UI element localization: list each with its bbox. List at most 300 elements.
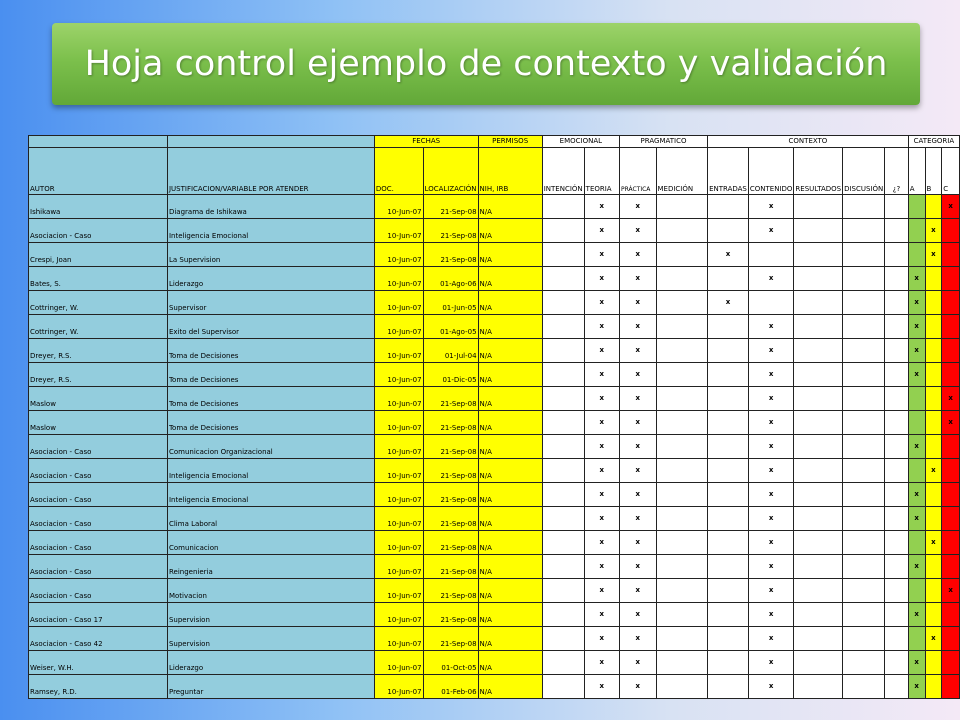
cell-medicion — [656, 195, 708, 219]
table-row — [29, 675, 960, 699]
cell-entradas — [708, 315, 749, 339]
col-header-pregunta: ¿? — [885, 148, 909, 195]
cell-doc-date: 10-Jun-07 — [374, 675, 423, 699]
cell-category-b: x — [925, 459, 942, 483]
col-header-localizacion: LOCALIZACIÓN — [423, 148, 478, 195]
control-sheet-table — [28, 135, 960, 699]
cell-category-a: x — [908, 435, 925, 459]
cell-pregunta — [885, 267, 909, 291]
cell-justificacion: Motivacion — [167, 579, 374, 603]
cell-category-c — [942, 555, 960, 579]
cell-pregunta — [885, 195, 909, 219]
cell-pregunta — [885, 627, 909, 651]
cell-nih: N/A — [478, 219, 542, 243]
cell-autor: Dreyer, R.S. — [29, 339, 168, 363]
cell-localizacion-date: 01-Dic-05 — [423, 363, 478, 387]
group-header-fechas: FECHAS — [374, 136, 478, 148]
cell-medicion — [656, 411, 708, 435]
cell-entradas: x — [708, 243, 749, 267]
cell-practica: x — [619, 267, 656, 291]
cell-category-c — [942, 459, 960, 483]
cell-pregunta — [885, 219, 909, 243]
cell-discusion — [843, 219, 885, 243]
cell-category-b — [925, 675, 942, 699]
cell-resultados — [794, 387, 843, 411]
group-header-blank — [29, 136, 168, 148]
cell-discusion — [843, 243, 885, 267]
cell-category-b — [925, 339, 942, 363]
cell-category-c — [942, 363, 960, 387]
cell-doc-date: 10-Jun-07 — [374, 219, 423, 243]
table-row — [29, 315, 960, 339]
cell-pregunta — [885, 651, 909, 675]
cell-resultados — [794, 555, 843, 579]
cell-practica: x — [619, 603, 656, 627]
cell-teoria: x — [584, 291, 619, 315]
cell-resultados — [794, 483, 843, 507]
cell-doc-date: 10-Jun-07 — [374, 603, 423, 627]
cell-practica: x — [619, 651, 656, 675]
cell-category-c — [942, 219, 960, 243]
cell-justificacion: Clima Laboral — [167, 507, 374, 531]
cell-contenido: x — [748, 195, 794, 219]
cell-entradas: x — [708, 291, 749, 315]
cell-nih: N/A — [478, 555, 542, 579]
page-title: Hoja control ejemplo de contexto y validación — [84, 44, 888, 84]
cell-doc-date: 10-Jun-07 — [374, 315, 423, 339]
cell-doc-date: 10-Jun-07 — [374, 459, 423, 483]
cell-doc-date: 10-Jun-07 — [374, 483, 423, 507]
table-row — [29, 651, 960, 675]
cell-intencion — [542, 267, 584, 291]
cell-category-b — [925, 483, 942, 507]
cell-localizacion-date: 21-Sep-08 — [423, 579, 478, 603]
cell-contenido: x — [748, 531, 794, 555]
cell-category-b — [925, 507, 942, 531]
table-row — [29, 219, 960, 243]
cell-doc-date: 10-Jun-07 — [374, 387, 423, 411]
col-header-entradas: ENTRADAS — [708, 148, 749, 195]
cell-pregunta — [885, 435, 909, 459]
cell-practica: x — [619, 291, 656, 315]
cell-doc-date: 10-Jun-07 — [374, 555, 423, 579]
cell-pregunta — [885, 603, 909, 627]
cell-justificacion: Liderazgo — [167, 267, 374, 291]
cell-localizacion-date: 21-Sep-08 — [423, 483, 478, 507]
cell-category-c: x — [942, 387, 960, 411]
cell-medicion — [656, 483, 708, 507]
col-header-doc: DOC. — [374, 148, 423, 195]
cell-teoria: x — [584, 555, 619, 579]
cell-contenido: x — [748, 435, 794, 459]
cell-autor: Asociacion - Caso — [29, 507, 168, 531]
cell-discusion — [843, 435, 885, 459]
cell-localizacion-date: 21-Sep-08 — [423, 243, 478, 267]
cell-doc-date: 10-Jun-07 — [374, 339, 423, 363]
cell-discusion — [843, 603, 885, 627]
cell-intencion — [542, 219, 584, 243]
cell-category-c — [942, 291, 960, 315]
cell-discusion — [843, 387, 885, 411]
cell-practica: x — [619, 579, 656, 603]
title-banner — [52, 23, 920, 105]
cell-category-c — [942, 243, 960, 267]
cell-practica: x — [619, 531, 656, 555]
cell-medicion — [656, 603, 708, 627]
cell-intencion — [542, 195, 584, 219]
cell-category-b — [925, 555, 942, 579]
cell-pregunta — [885, 555, 909, 579]
cell-entradas — [708, 339, 749, 363]
cell-practica: x — [619, 243, 656, 267]
cell-doc-date: 10-Jun-07 — [374, 507, 423, 531]
cell-pregunta — [885, 579, 909, 603]
table-row — [29, 483, 960, 507]
cell-teoria: x — [584, 411, 619, 435]
cell-discusion — [843, 315, 885, 339]
cell-medicion — [656, 507, 708, 531]
group-header-pragmatico: PRAGMATICO — [619, 136, 707, 148]
cell-doc-date: 10-Jun-07 — [374, 267, 423, 291]
cell-intencion — [542, 531, 584, 555]
cell-resultados — [794, 243, 843, 267]
cell-nih: N/A — [478, 387, 542, 411]
cell-doc-date: 10-Jun-07 — [374, 291, 423, 315]
cell-doc-date: 10-Jun-07 — [374, 435, 423, 459]
cell-category-c — [942, 627, 960, 651]
cell-category-b — [925, 651, 942, 675]
cell-justificacion: Toma de Decisiones — [167, 339, 374, 363]
column-header-row — [29, 148, 960, 195]
cell-category-c: x — [942, 411, 960, 435]
cell-nih: N/A — [478, 291, 542, 315]
cell-practica: x — [619, 627, 656, 651]
cell-justificacion: Liderazgo — [167, 651, 374, 675]
cell-entradas — [708, 387, 749, 411]
table-row — [29, 627, 960, 651]
group-header-permisos: PERMISOS — [478, 136, 542, 148]
cell-localizacion-date: 21-Sep-08 — [423, 435, 478, 459]
cell-teoria: x — [584, 339, 619, 363]
cell-intencion — [542, 459, 584, 483]
cell-discusion — [843, 339, 885, 363]
cell-practica: x — [619, 483, 656, 507]
cell-nih: N/A — [478, 315, 542, 339]
cell-contenido: x — [748, 507, 794, 531]
cell-doc-date: 10-Jun-07 — [374, 651, 423, 675]
cell-justificacion: Comunicacion Organizacional — [167, 435, 374, 459]
cell-discusion — [843, 291, 885, 315]
cell-resultados — [794, 507, 843, 531]
cell-contenido — [748, 291, 794, 315]
cell-doc-date: 10-Jun-07 — [374, 411, 423, 435]
cell-entradas — [708, 627, 749, 651]
cell-pregunta — [885, 243, 909, 267]
cell-localizacion-date: 21-Sep-08 — [423, 459, 478, 483]
group-header-categoria: CATEGORIA — [908, 136, 959, 148]
cell-practica: x — [619, 219, 656, 243]
cell-nih: N/A — [478, 483, 542, 507]
cell-contenido: x — [748, 627, 794, 651]
cell-category-b: x — [925, 531, 942, 555]
cell-discusion — [843, 267, 885, 291]
cell-teoria: x — [584, 195, 619, 219]
cell-category-b — [925, 387, 942, 411]
cell-practica: x — [619, 435, 656, 459]
cell-medicion — [656, 579, 708, 603]
col-header-discusion: DISCUSIÓN — [843, 148, 885, 195]
cell-category-a — [908, 195, 925, 219]
cell-category-b — [925, 315, 942, 339]
table-row — [29, 603, 960, 627]
cell-contenido: x — [748, 603, 794, 627]
cell-nih: N/A — [478, 603, 542, 627]
cell-localizacion-date: 21-Sep-08 — [423, 627, 478, 651]
cell-category-c — [942, 651, 960, 675]
table-row — [29, 435, 960, 459]
cell-autor: Asociacion - Caso — [29, 531, 168, 555]
cell-entradas — [708, 579, 749, 603]
cell-pregunta — [885, 315, 909, 339]
cell-justificacion: Reingenieria — [167, 555, 374, 579]
cell-category-a: x — [908, 291, 925, 315]
cell-intencion — [542, 411, 584, 435]
cell-resultados — [794, 675, 843, 699]
cell-category-a — [908, 411, 925, 435]
cell-category-b — [925, 435, 942, 459]
cell-category-b: x — [925, 243, 942, 267]
cell-pregunta — [885, 507, 909, 531]
cell-teoria: x — [584, 219, 619, 243]
cell-pregunta — [885, 387, 909, 411]
cell-entradas — [708, 507, 749, 531]
table-row — [29, 555, 960, 579]
cell-justificacion: Supervision — [167, 603, 374, 627]
cell-autor: Asociacion - Caso — [29, 459, 168, 483]
cell-entradas — [708, 435, 749, 459]
cell-medicion — [656, 243, 708, 267]
cell-contenido: x — [748, 411, 794, 435]
cell-category-c — [942, 531, 960, 555]
cell-category-c — [942, 435, 960, 459]
cell-medicion — [656, 627, 708, 651]
table-row — [29, 411, 960, 435]
cell-autor: Asociacion - Caso — [29, 579, 168, 603]
cell-doc-date: 10-Jun-07 — [374, 195, 423, 219]
cell-teoria: x — [584, 627, 619, 651]
cell-category-b — [925, 267, 942, 291]
group-header-contexto: CONTEXTO — [708, 136, 909, 148]
cell-intencion — [542, 363, 584, 387]
cell-pregunta — [885, 291, 909, 315]
cell-teoria: x — [584, 675, 619, 699]
cell-category-a: x — [908, 483, 925, 507]
cell-medicion — [656, 219, 708, 243]
cell-teoria: x — [584, 603, 619, 627]
cell-practica: x — [619, 363, 656, 387]
cell-discusion — [843, 507, 885, 531]
table-row — [29, 291, 960, 315]
cell-contenido: x — [748, 339, 794, 363]
cell-resultados — [794, 291, 843, 315]
cell-justificacion: Comunicacion — [167, 531, 374, 555]
cell-nih: N/A — [478, 507, 542, 531]
cell-category-b — [925, 363, 942, 387]
cell-medicion — [656, 435, 708, 459]
cell-practica: x — [619, 339, 656, 363]
cell-intencion — [542, 507, 584, 531]
table-row — [29, 507, 960, 531]
cell-justificacion: Toma de Decisiones — [167, 363, 374, 387]
cell-medicion — [656, 651, 708, 675]
cell-autor: Asociacion - Caso 17 — [29, 603, 168, 627]
cell-nih: N/A — [478, 531, 542, 555]
cell-justificacion: La Supervision — [167, 243, 374, 267]
cell-intencion — [542, 579, 584, 603]
cell-autor: Bates, S. — [29, 267, 168, 291]
cell-localizacion-date: 01-Ago-05 — [423, 315, 478, 339]
cell-resultados — [794, 435, 843, 459]
cell-entradas — [708, 459, 749, 483]
cell-discusion — [843, 579, 885, 603]
cell-resultados — [794, 411, 843, 435]
cell-resultados — [794, 651, 843, 675]
col-header-practica: PRÁCTICA — [619, 148, 656, 195]
cell-nih: N/A — [478, 339, 542, 363]
cell-contenido: x — [748, 219, 794, 243]
col-header-c: C — [942, 148, 960, 195]
cell-category-c — [942, 603, 960, 627]
cell-category-a: x — [908, 267, 925, 291]
cell-localizacion-date: 21-Sep-08 — [423, 603, 478, 627]
cell-justificacion: Inteligencia Emocional — [167, 459, 374, 483]
cell-entradas — [708, 531, 749, 555]
cell-resultados — [794, 603, 843, 627]
cell-autor: Crespi, Joan — [29, 243, 168, 267]
cell-autor: Weiser, W.H. — [29, 651, 168, 675]
cell-localizacion-date: 21-Sep-08 — [423, 411, 478, 435]
cell-contenido: x — [748, 675, 794, 699]
cell-category-a: x — [908, 315, 925, 339]
cell-justificacion: Preguntar — [167, 675, 374, 699]
group-header-emocional: EMOCIONAL — [542, 136, 619, 148]
col-header-b: B — [925, 148, 942, 195]
cell-doc-date: 10-Jun-07 — [374, 243, 423, 267]
cell-localizacion-date: 21-Sep-08 — [423, 531, 478, 555]
cell-category-c — [942, 315, 960, 339]
cell-category-a — [908, 243, 925, 267]
cell-category-a: x — [908, 555, 925, 579]
cell-intencion — [542, 675, 584, 699]
cell-localizacion-date: 21-Sep-08 — [423, 555, 478, 579]
cell-intencion — [542, 483, 584, 507]
cell-teoria: x — [584, 387, 619, 411]
cell-category-b — [925, 411, 942, 435]
cell-entradas — [708, 219, 749, 243]
cell-entradas — [708, 363, 749, 387]
cell-discusion — [843, 531, 885, 555]
cell-entradas — [708, 603, 749, 627]
cell-resultados — [794, 579, 843, 603]
cell-medicion — [656, 315, 708, 339]
cell-resultados — [794, 339, 843, 363]
cell-entradas — [708, 555, 749, 579]
cell-medicion — [656, 675, 708, 699]
cell-medicion — [656, 555, 708, 579]
cell-teoria: x — [584, 363, 619, 387]
cell-practica: x — [619, 675, 656, 699]
cell-category-c: x — [942, 195, 960, 219]
cell-resultados — [794, 531, 843, 555]
cell-teoria: x — [584, 267, 619, 291]
cell-resultados — [794, 219, 843, 243]
cell-teoria: x — [584, 531, 619, 555]
cell-pregunta — [885, 411, 909, 435]
cell-nih: N/A — [478, 651, 542, 675]
cell-category-c — [942, 339, 960, 363]
cell-category-a: x — [908, 339, 925, 363]
cell-doc-date: 10-Jun-07 — [374, 363, 423, 387]
cell-category-a — [908, 579, 925, 603]
group-header-blank — [167, 136, 374, 148]
cell-practica: x — [619, 555, 656, 579]
cell-discusion — [843, 411, 885, 435]
cell-resultados — [794, 315, 843, 339]
cell-category-a — [908, 627, 925, 651]
cell-intencion — [542, 339, 584, 363]
cell-teoria: x — [584, 483, 619, 507]
cell-category-a: x — [908, 507, 925, 531]
cell-discusion — [843, 651, 885, 675]
cell-autor: Ramsey, R.D. — [29, 675, 168, 699]
cell-autor: Asociacion - Caso — [29, 219, 168, 243]
table-body — [29, 195, 960, 699]
cell-autor: Maslow — [29, 387, 168, 411]
col-header-intencion: INTENCIÓN — [542, 148, 584, 195]
cell-contenido — [748, 243, 794, 267]
cell-category-a — [908, 531, 925, 555]
cell-nih: N/A — [478, 675, 542, 699]
cell-entradas — [708, 411, 749, 435]
table-row — [29, 363, 960, 387]
cell-autor: Maslow — [29, 411, 168, 435]
cell-discusion — [843, 459, 885, 483]
cell-contenido: x — [748, 579, 794, 603]
table-row — [29, 339, 960, 363]
table-row — [29, 387, 960, 411]
group-header-row — [29, 136, 960, 148]
cell-teoria: x — [584, 315, 619, 339]
cell-contenido: x — [748, 483, 794, 507]
cell-autor: Ishikawa — [29, 195, 168, 219]
table-row — [29, 195, 960, 219]
cell-medicion — [656, 387, 708, 411]
cell-entradas — [708, 267, 749, 291]
cell-localizacion-date: 21-Sep-08 — [423, 219, 478, 243]
cell-nih: N/A — [478, 411, 542, 435]
cell-contenido: x — [748, 651, 794, 675]
table-row — [29, 579, 960, 603]
cell-autor: Asociacion - Caso — [29, 483, 168, 507]
cell-pregunta — [885, 339, 909, 363]
cell-discusion — [843, 363, 885, 387]
cell-justificacion: Diagrama de Ishikawa — [167, 195, 374, 219]
cell-justificacion: Inteligencia Emocional — [167, 219, 374, 243]
cell-nih: N/A — [478, 579, 542, 603]
cell-discusion — [843, 483, 885, 507]
cell-nih: N/A — [478, 459, 542, 483]
cell-practica: x — [619, 411, 656, 435]
